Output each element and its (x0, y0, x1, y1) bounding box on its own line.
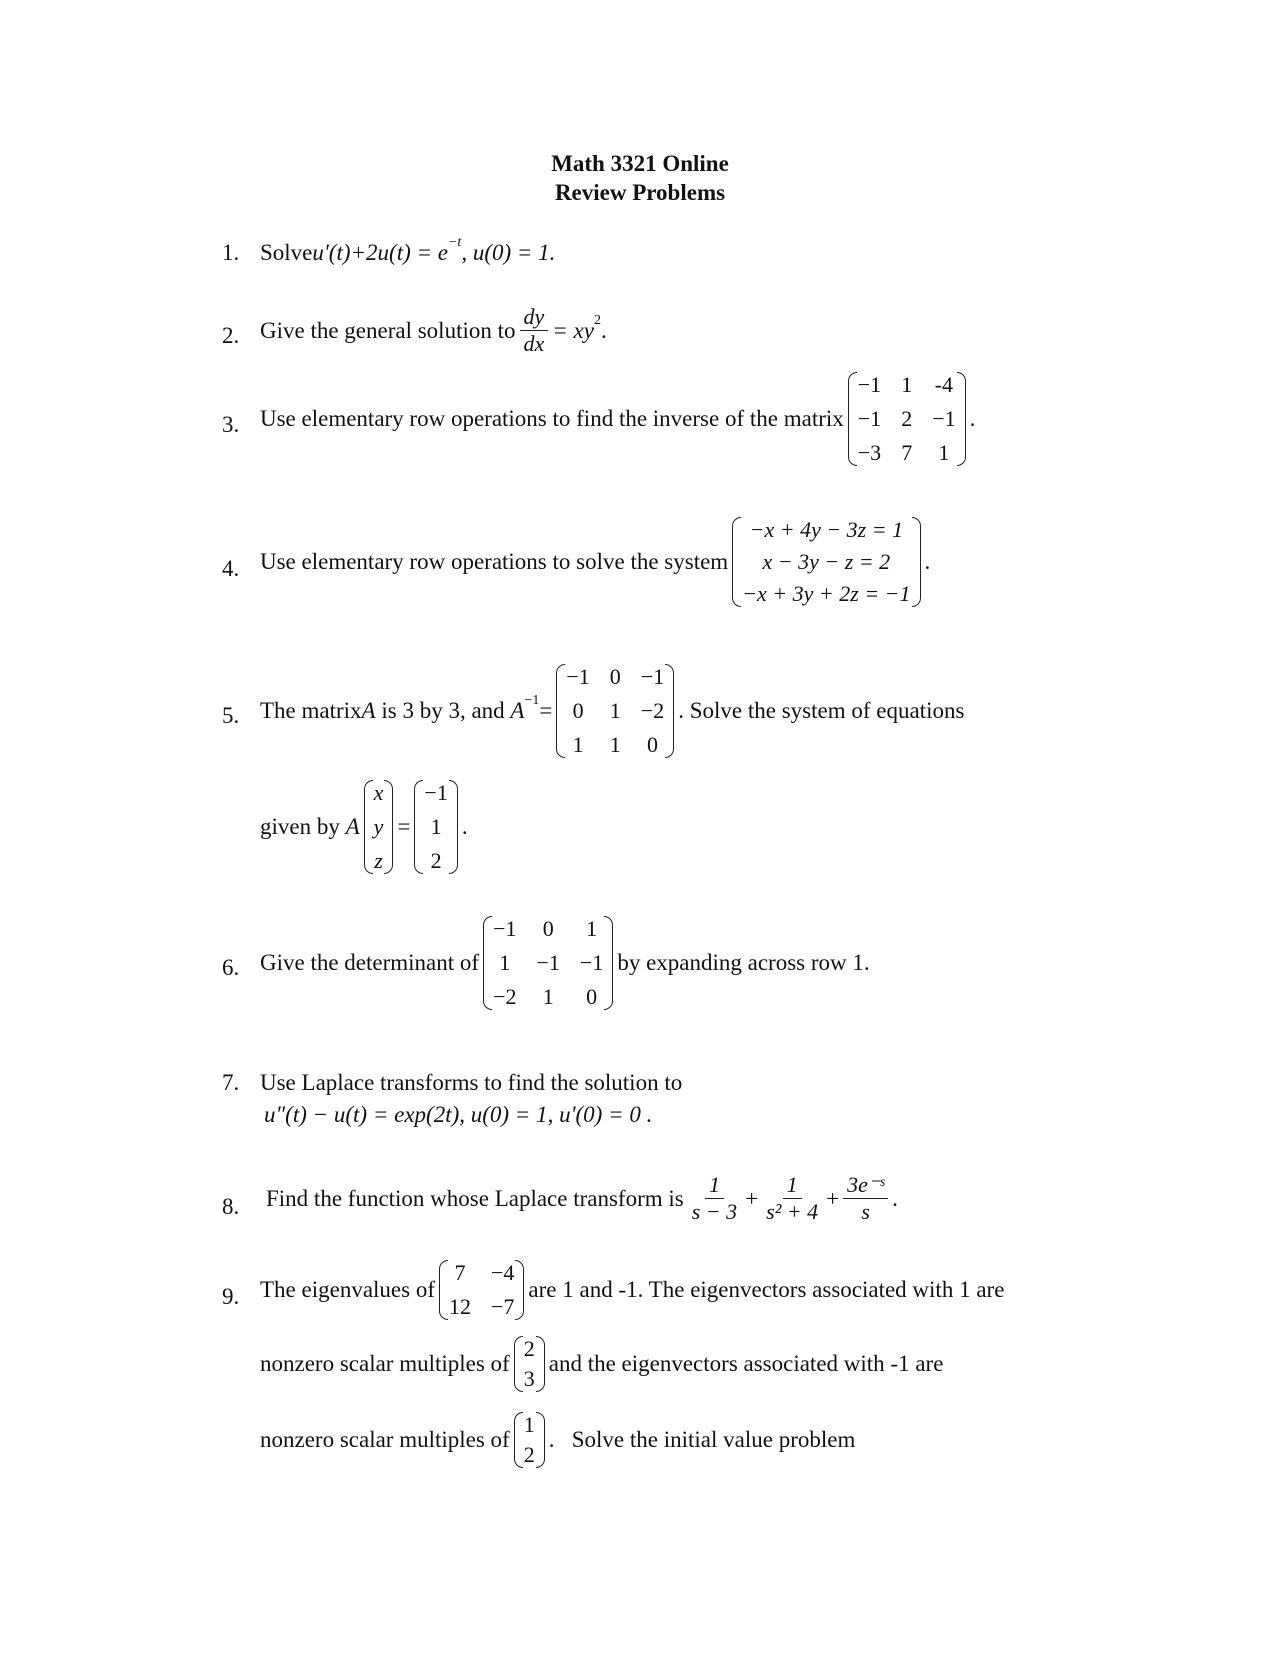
system-equation: −x + 3y + 2z = −1 (742, 581, 911, 606)
problem-6 (260, 916, 870, 1010)
document-subtitle: Review Problems (554, 180, 726, 205)
matrix (439, 1260, 524, 1320)
problem-text: Give the general solution to (260, 317, 516, 343)
problem-number: 8. (222, 1194, 240, 1219)
matrix-cell: 0 (647, 732, 658, 757)
problem-4 (260, 517, 930, 607)
matrix-cell: 0 (586, 984, 598, 1009)
problem-2 (260, 304, 607, 357)
problem-5 (260, 664, 964, 758)
matrix-cell: 7 (901, 440, 913, 465)
problem-1 (260, 235, 556, 266)
fraction-numerator: 1 (705, 1172, 724, 1199)
exponent: −1 (524, 693, 540, 708)
fraction-numerator: dy (520, 304, 549, 331)
matrix-cell: 1 (586, 916, 598, 941)
problem-number: 4. (222, 556, 240, 581)
problem-number: 1. (222, 240, 240, 265)
problem-7-equation: u"(t) − u(t) = exp(2t), u(0) = 1, u'(0) = 0 . (264, 1102, 653, 1127)
matrix-cell: −1 (857, 372, 882, 397)
problem-number: 2. (222, 323, 240, 348)
fraction (843, 1172, 888, 1225)
matrix-cell: 1 (901, 372, 913, 397)
plus-sign: + (826, 1185, 840, 1211)
fraction-denominator: s² + 4 (766, 1199, 819, 1224)
equals-sign: = (539, 698, 553, 723)
problem-text: Solve (260, 240, 313, 265)
system-equation: x − 3y − z = 2 (762, 549, 891, 574)
problem-text: is 3 by 3, and (375, 698, 511, 723)
matrix-cell: 1 (499, 950, 511, 975)
problem-9-line-2 (260, 1336, 943, 1392)
matrix-cell: 1 (572, 732, 584, 757)
matrix (556, 664, 674, 758)
problem-9-line-3 (260, 1412, 855, 1468)
problem-text: The matrix (260, 698, 362, 723)
matrix-cell: 1 (938, 440, 950, 465)
problem-text: nonzero scalar multiples of (260, 1427, 510, 1452)
eigenvector (514, 1336, 545, 1392)
vector-cell: 2 (523, 1442, 535, 1467)
matrix-cell: 0 (542, 916, 554, 941)
vector-cell: x (373, 780, 384, 805)
matrix-cell: −1 (566, 664, 590, 689)
fraction-denominator: s − 3 (691, 1199, 738, 1224)
matrix-cell: 0 (609, 664, 621, 689)
problem-text: are 1 and -1. The eigenvectors associated with 1 are (528, 1277, 1005, 1302)
problem-text: nonzero scalar multiples of (260, 1351, 510, 1376)
period: . (924, 549, 931, 574)
problem-9 (260, 1260, 1004, 1320)
vector-cell: 2 (430, 848, 442, 873)
variable-vector (364, 780, 394, 874)
course-title: Math 3321 Online (551, 151, 729, 176)
matrix-cell: 1 (609, 732, 621, 757)
matrix-cell: −1 (857, 406, 882, 431)
vector-cell: z (374, 848, 383, 873)
matrix-cell: −7 (490, 1294, 515, 1319)
equation-tail: = xy (552, 317, 594, 343)
vector-cell: 1 (430, 814, 442, 839)
exponent: −t (447, 235, 462, 250)
matrix-name: A (361, 698, 376, 723)
fraction-denominator: dx (523, 331, 545, 356)
problem-8 (266, 1172, 898, 1225)
problem-text: given by (260, 814, 346, 839)
vector-cell: 3 (523, 1366, 535, 1391)
vector-cell: −1 (424, 780, 448, 805)
matrix-cell: −1 (932, 406, 956, 431)
matrix-cell: −2 (640, 698, 665, 723)
problem-7: Use Laplace transforms to find the solution to (260, 1070, 683, 1095)
equation-tail: , u(0) = 1. (461, 240, 556, 265)
period: . (600, 317, 607, 343)
problem-5-line-2: given by A x y z = −1 1 2 . (260, 780, 468, 873)
problem-text: . Solve the system of equations (678, 698, 965, 723)
problem-text: Use elementary row operations to find the inverse of the matrix (260, 406, 844, 431)
matrix (483, 916, 613, 1010)
matrix-cell: −1 (493, 916, 517, 941)
exponent: 2 (593, 312, 601, 328)
matrix-cell: 7 (454, 1260, 466, 1285)
matrix-cell: −1 (536, 950, 560, 975)
matrix-cell: −2 (493, 984, 517, 1009)
derivative-fraction (520, 304, 549, 357)
problem-text: and the eigenvectors associated with -1 are (548, 1351, 944, 1376)
fraction (762, 1172, 822, 1225)
equation: u'(t)+2u(t) = e (312, 240, 448, 265)
fraction-numerator: 1 (783, 1172, 802, 1199)
problem-text: . Solve the initial value problem (548, 1427, 856, 1452)
problem-3 (260, 372, 975, 466)
problem-number: 3. (222, 412, 240, 437)
fraction (688, 1172, 741, 1225)
problem-text: Give the determinant of (260, 950, 480, 975)
problem-text: Use elementary row operations to solve the system (260, 549, 729, 574)
matrix-cell: −4 (490, 1260, 515, 1285)
fraction-denominator: s (861, 1199, 870, 1224)
matrix-name: A (345, 814, 360, 839)
matrix-cell: −3 (857, 440, 882, 465)
matrix (848, 372, 966, 466)
matrix-cell: 2 (901, 406, 913, 431)
plus-sign: + (745, 1185, 759, 1211)
fraction-numerator: 3e⁻ˢ (843, 1172, 888, 1199)
vector-cell: 1 (523, 1412, 535, 1437)
eigenvector (514, 1412, 545, 1468)
matrix-cell: 12 (448, 1294, 471, 1319)
equation-system (732, 517, 920, 607)
problem-number: 7. (222, 1070, 240, 1095)
vector-cell: 2 (523, 1336, 535, 1361)
period: . (892, 1185, 898, 1211)
period: . (461, 814, 468, 839)
rhs-vector (414, 780, 457, 874)
matrix-cell: 1 (609, 698, 621, 723)
matrix-cell: -4 (934, 372, 954, 397)
vector-cell: y (373, 814, 384, 839)
problem-text: The eigenvalues of (260, 1277, 435, 1302)
matrix-cell: −1 (579, 950, 604, 975)
period: . (969, 406, 976, 431)
problem-number: 5. (222, 703, 240, 728)
problem-number: 9. (222, 1284, 240, 1309)
problem-number: 6. (222, 955, 240, 980)
system-equation: −x + 4y − 3z = 1 (749, 517, 904, 542)
matrix-cell: 1 (542, 984, 554, 1009)
inverse-name: A (510, 698, 525, 723)
matrix-cell: 0 (572, 698, 584, 723)
matrix-cell: −1 (640, 664, 665, 689)
problem-text: by expanding across row 1. (617, 950, 870, 975)
problem-text: Find the function whose Laplace transform is (266, 1185, 684, 1211)
